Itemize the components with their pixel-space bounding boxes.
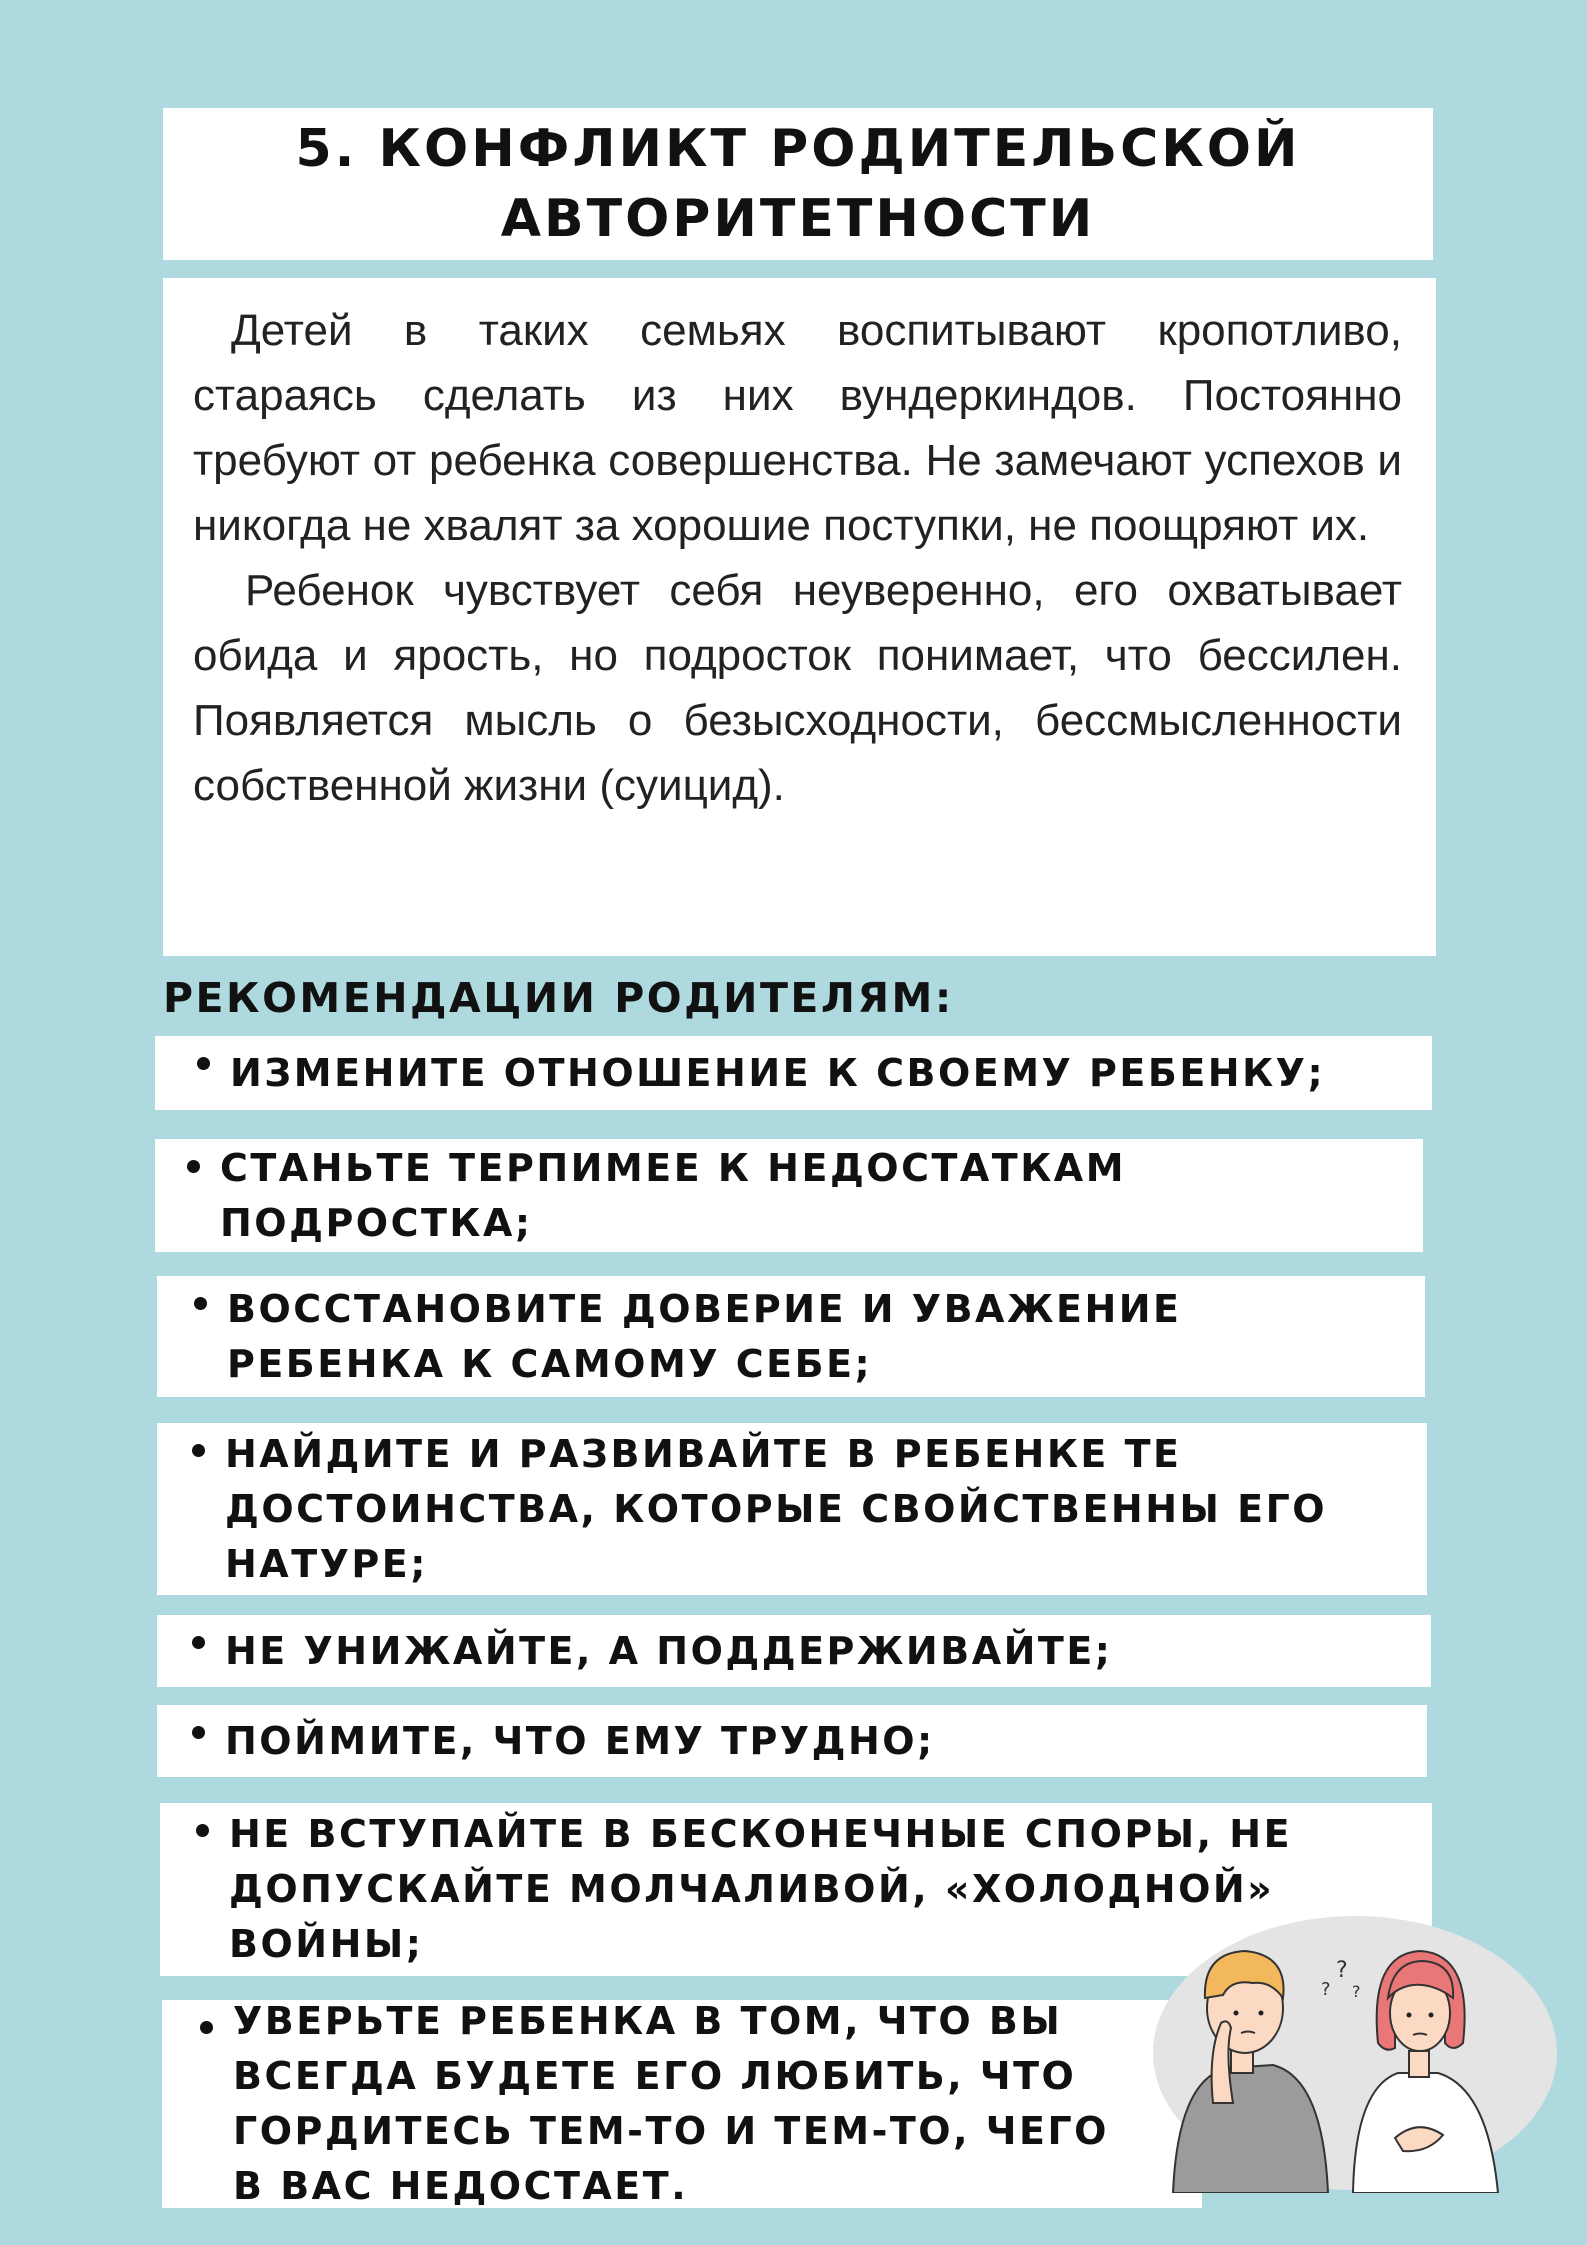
- recommendation-text: НЕ ВСТУПАЙТЕ В БЕСКОНЕЧНЫЕ СПОРЫ, НЕ ДОПУСКАЙТЕ МОЛЧАЛИВОЙ, «ХОЛОДНОЙ» ВОЙНЫ;: [229, 1812, 1293, 1966]
- bullet-icon: [194, 1297, 207, 1310]
- recommendation-text: УВЕРЬТЕ РЕБЕНКА В ТОМ, ЧТО ВЫ ВСЕГДА БУДЕТЕ ЕГО ЛЮБИТЬ, ЧТО ГОРДИТЕСЬ ТЕМ-ТО И ТЕМ-ТО, ЧЕГО В ВАС НЕДОСТАЕТ.: [233, 1999, 1109, 2208]
- recommendation-text: ПОЙМИТЕ, ЧТО ЕМУ ТРУДНО;: [225, 1718, 935, 1763]
- svg-text:?: ?: [1352, 1982, 1361, 2001]
- recommendation-item: [157, 1615, 1431, 1687]
- recommendation-item: [162, 2000, 1202, 2208]
- bullet-icon: [192, 1726, 205, 1739]
- recommendation-item: [155, 1036, 1432, 1110]
- bullet-icon: [200, 2021, 213, 2034]
- page-title-line-2: АВТОРИТЕТНОСТИ: [500, 189, 1096, 249]
- recommendation-item: [157, 1423, 1427, 1595]
- svg-text:?: ?: [1336, 1958, 1348, 1983]
- bullet-icon: [192, 1444, 205, 1457]
- recommendation-item: [157, 1705, 1427, 1777]
- svg-text:?: ?: [1321, 1979, 1331, 2000]
- confused-couple-illustration: [1133, 1903, 1558, 2193]
- recommendation-text: ИЗМЕНИТЕ ОТНОШЕНИЕ К СВОЕМУ РЕБЕНКУ;: [230, 1050, 1326, 1095]
- bullet-icon: [196, 1824, 209, 1837]
- recommendation-text: СТАНЬТЕ ТЕРПИМЕЕ К НЕДОСТАТКАМ ПОДРОСТКА;: [220, 1145, 1127, 1245]
- bullet-icon: [197, 1057, 210, 1070]
- recommendation-text: НЕ УНИЖАЙТЕ, А ПОДДЕРЖИВАЙТЕ;: [225, 1628, 1113, 1673]
- recommendation-item: [157, 1276, 1425, 1397]
- description-box: [163, 278, 1436, 956]
- bullet-icon: [187, 1160, 200, 1173]
- recommendation-text: НАЙДИТЕ И РАЗВИВАЙТЕ В РЕБЕНКЕ ТЕ ДОСТОИНСТВА, КОТОРЫЕ СВОЙСТВЕННЫ ЕГО НАТУРЕ;: [225, 1431, 1328, 1586]
- title-box: [163, 108, 1433, 260]
- recommendations-heading: РЕКОМЕНДАЦИИ РОДИТЕЛЯМ:: [163, 974, 954, 1022]
- page-title-line-1: 5. КОНФЛИКТ РОДИТЕЛЬСКОЙ: [295, 119, 1301, 179]
- description-paragraph-2: Ребенок чувствует себя неуверенно, его охватывает обида и ярость, но подросток понимает, что бессилен. Появляется мысль о безысходности, бессмысленности собственной жизни (суицид).: [193, 566, 1402, 810]
- description-paragraph-1: Детей в таких семьях воспитывают кропотливо, стараясь сделать из них вундеркиндов. Постоянно требуют от ребенка совершенства. Не замечают успехов и никогда не хвалят за хорошие поступки, не поощряют их.: [193, 306, 1402, 550]
- recommendation-item: [155, 1139, 1423, 1252]
- bullet-icon: [192, 1636, 205, 1649]
- recommendation-text: ВОССТАНОВИТЕ ДОВЕРИЕ И УВАЖЕНИЕ РЕБЕНКА К САМОМУ СЕБЕ;: [227, 1286, 1182, 1386]
